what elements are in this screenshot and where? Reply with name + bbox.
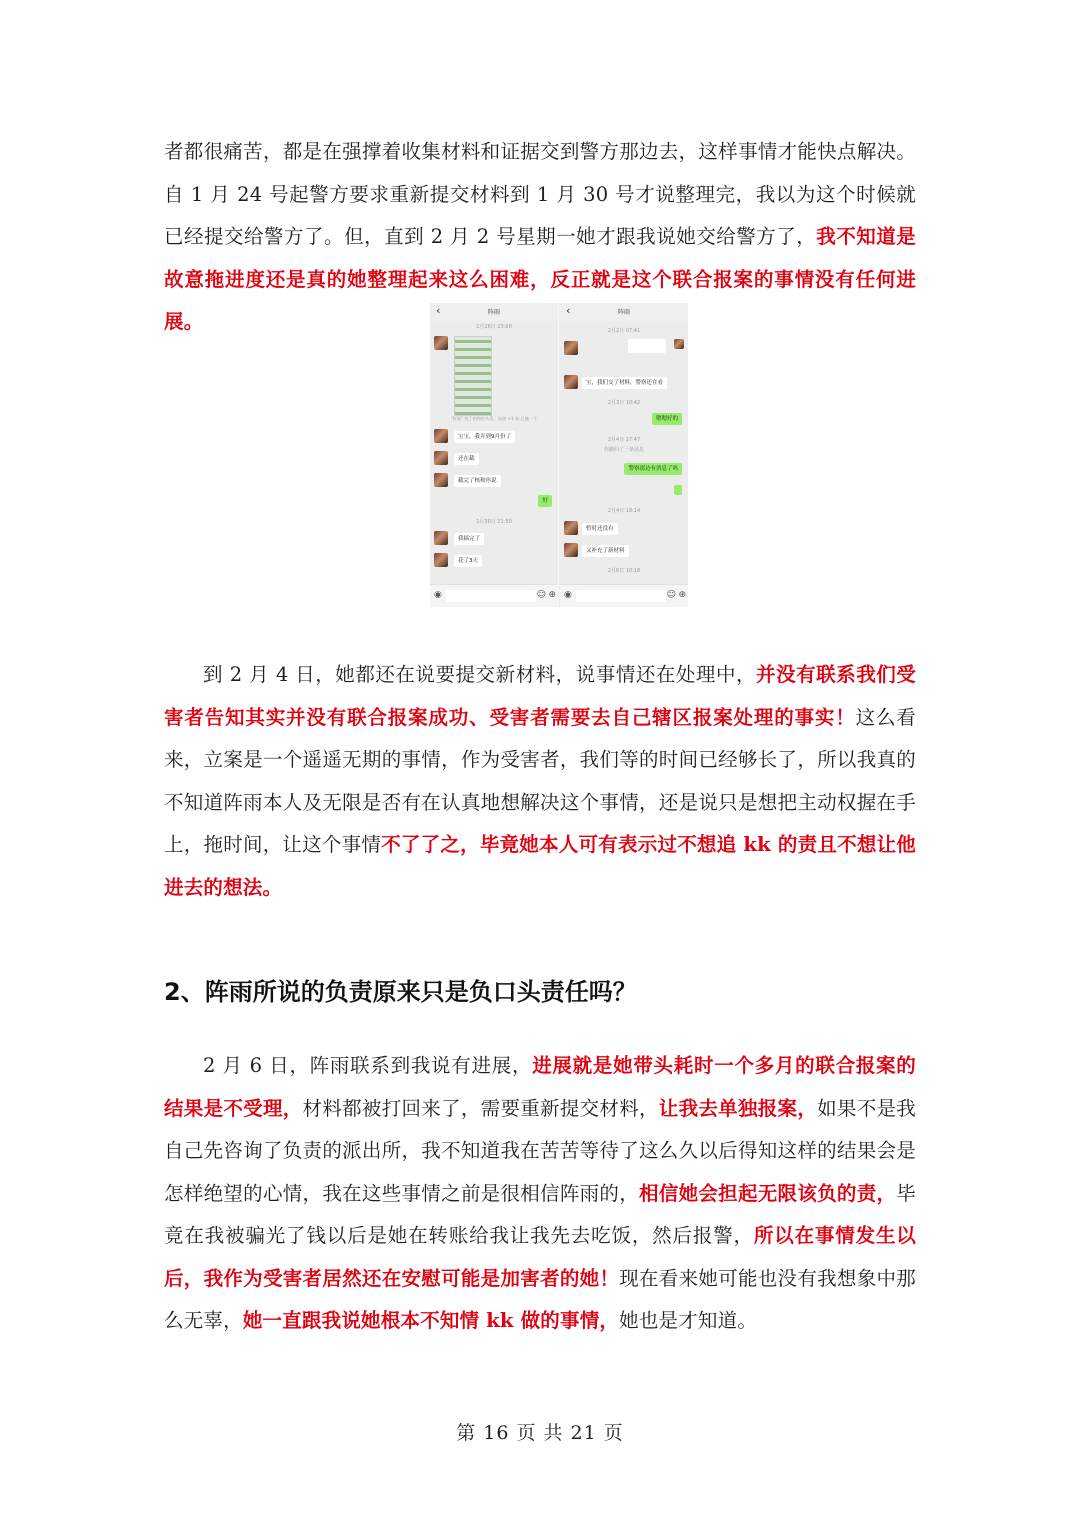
chat-bubble-sent: 好 xyxy=(538,495,552,507)
text-normal: 她也是才知道。 xyxy=(619,1309,758,1332)
chat-bubble: 我搞完了 xyxy=(454,533,484,545)
chat-bubble: 还在截 xyxy=(454,453,479,465)
text-normal: 现在看来她可能也没有我想象中那么无辜， xyxy=(164,1266,916,1332)
avatar xyxy=(564,543,578,557)
text-emphasis: 让我去单独报案， xyxy=(658,1096,818,1120)
avatar xyxy=(434,336,448,350)
chat-bubble-sent xyxy=(674,485,682,495)
chat-screenshot-image xyxy=(430,303,688,607)
chat-input-field xyxy=(576,590,666,602)
page-footer: 第 16 页 共 21 页 xyxy=(456,1422,624,1444)
avatar xyxy=(434,531,448,545)
avatar xyxy=(434,429,448,443)
emoji-icon: ☺ xyxy=(666,590,676,600)
chat-screenshot-right xyxy=(560,303,688,607)
avatar xyxy=(434,553,448,567)
chat-input-field xyxy=(446,590,536,602)
chat-system-note: 你撤回了一条消息 xyxy=(603,447,644,453)
avatar xyxy=(434,473,448,487)
chat-timestamp: 2月3日 10:42 xyxy=(607,400,641,406)
paragraph-2 xyxy=(164,654,916,909)
paragraph-3 xyxy=(164,1045,916,1343)
avatar xyxy=(434,451,448,465)
chat-input-bar xyxy=(430,584,558,607)
chat-bubble-sent: 警察那边有消息了吗 xyxy=(624,463,682,475)
chat-bubble-file xyxy=(628,339,666,353)
chat-input-bar xyxy=(560,584,688,607)
chat-contact-name: 阵雨 xyxy=(617,309,630,316)
avatar xyxy=(564,375,578,389)
chat-contact-name: 阵雨 xyxy=(487,309,500,316)
chat-header xyxy=(430,303,558,321)
chat-timestamp: 1月30日 21:50 xyxy=(476,519,512,525)
text-emphasis: 所以在事情发生以后，我作为受害者居然还在安慰可能是加害者的她！ xyxy=(164,1224,916,1290)
chat-timestamp: 2月4日 18:14 xyxy=(607,508,641,514)
text-normal: 者都很痛苦，都是在强撑着收集材料和证据交到警方那边去，这样事情才能快点解决。自 1 月 24 号起警方要求重新提交材料到 1 月 30 号才说整理完，我以为这个时候就已经提交给警方了。但，直到 2 月 2 号星期一她才跟我说她交给警方了， xyxy=(164,140,916,248)
chat-bubble: 截完了核和你说 xyxy=(454,475,501,487)
text-emphasis: 相信她会担起无限该负的责， xyxy=(639,1181,897,1205)
chat-bubble: 花了3天 xyxy=(454,555,482,567)
section-heading: 2、阵雨所说的负责原来只是负口头责任吗？ xyxy=(164,978,637,1006)
text-normal: 如果不是我自己先咨询了负责的派出所，我不知道我在苦苦等待了这么久以后得知这样的结果会是怎样绝望的心情，我在这些事情之前是很相信阵雨的， xyxy=(164,1096,916,1205)
emoji-icon: ☺ xyxy=(536,590,546,600)
text-normal: 毕竟在我被骗光了钱以后是她在转账给我让我先去吃饭，然后报警， xyxy=(164,1181,916,1247)
voice-icon: ◉ xyxy=(564,590,572,600)
chat-system-note: "阵雨" 拍了拍你的头发，加油 +1 家 已撤一个 xyxy=(450,416,538,421)
chat-header xyxy=(560,303,688,321)
chat-timestamp: 2月6日 10:18 xyxy=(607,568,641,574)
chat-bubble: 暂时还没有 xyxy=(582,523,618,535)
chat-bubble: 宝，我们交了材料，警察还在看 xyxy=(582,377,667,389)
text-normal: 这么看来，立案是一个遥遥无期的事情，作为受害者，我们等的时间已经够长了，所以我真的不知道阵雨本人及无限是否有在认真地想解决这个事情，还是说只是想把主动权握在手上，拖时间，让这个事情 xyxy=(164,705,916,856)
text-emphasis: 并没有联系我们受害者告知其实并没有联合报案成功、受害者需要去自己辖区报案处理的事实！ xyxy=(164,663,916,729)
chat-bubble-sent: 嗯嗯好的 xyxy=(652,413,682,425)
back-arrow-icon: ‹ xyxy=(566,304,571,317)
avatar xyxy=(674,339,684,349)
chat-screenshot-left xyxy=(430,303,559,607)
text-normal: 材料都被打回来了，需要重新提交材料， xyxy=(302,1096,659,1120)
text-emphasis: 我不知道是故意拖进度还是真的她整理起来这么困难，反正就是这个联合报案的事情没有任何进展。 xyxy=(164,225,916,333)
text-normal: 到 2 月 4 日，她都还在说要提交新材料，说事情还在处理中， xyxy=(203,663,757,686)
text-emphasis: 进展就是她带头耗时一个多月的联合报案的结果是不受理， xyxy=(164,1054,916,1120)
chat-timestamp: 1月26日 23:00 xyxy=(476,324,512,330)
chat-bubble: 又补充了新材料 xyxy=(582,545,629,557)
plus-icon: ⊕ xyxy=(678,590,686,600)
plus-icon: ⊕ xyxy=(548,590,556,600)
voice-icon: ◉ xyxy=(434,590,442,600)
image-thumbnail xyxy=(454,336,492,416)
chat-timestamp: 2月2日 07:41 xyxy=(607,328,641,334)
text-emphasis: 她一直跟我说她根本不知情 kk 做的事情， xyxy=(242,1309,620,1332)
back-arrow-icon: ‹ xyxy=(436,304,441,317)
chat-bubble: 宝宝，我弄到9月份了 xyxy=(454,431,515,443)
text-emphasis: 不了了之，毕竟她本人可有表示过不想追 kk 的责且不想让他进去的想法。 xyxy=(164,833,917,899)
chat-timestamp: 2月4日 17:47 xyxy=(607,437,641,443)
text-normal: 2 月 6 日，阵雨联系到我说有进展， xyxy=(203,1054,533,1077)
avatar xyxy=(564,521,578,535)
avatar xyxy=(564,341,578,355)
